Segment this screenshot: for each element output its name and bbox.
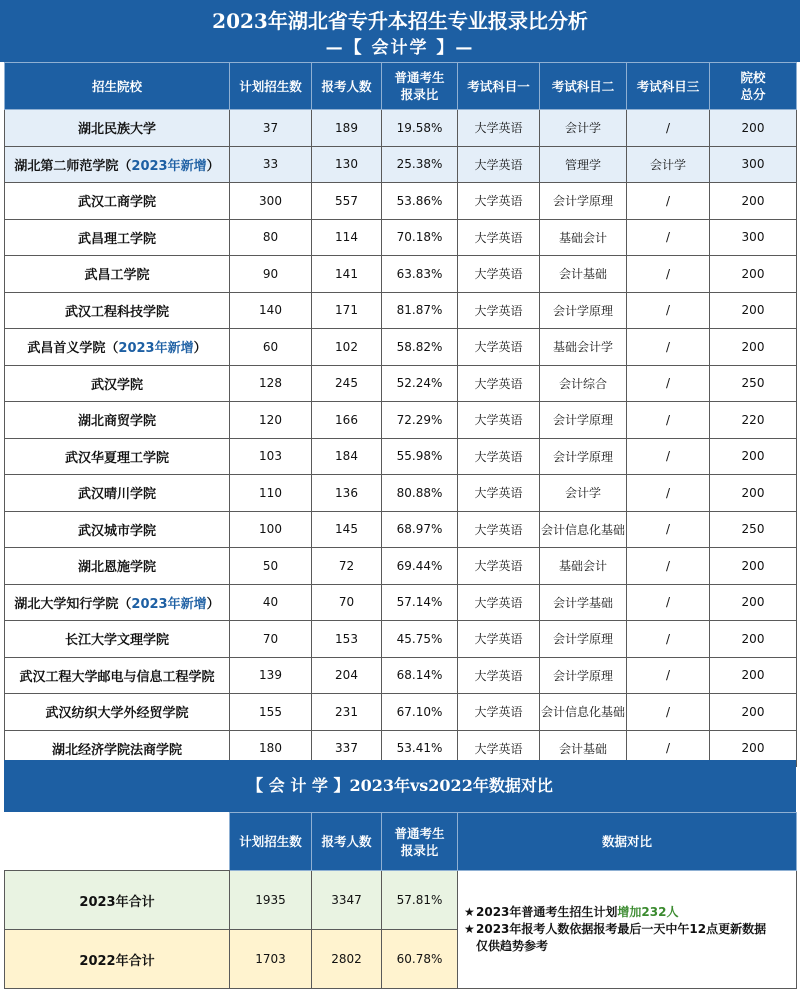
subject1-cell: 大学英语 [458,584,540,621]
col-header-school: 招生院校 [5,63,230,110]
applicants-cell: 145 [312,511,382,548]
score-cell: 200 [710,657,797,694]
plan-cell: 140 [230,292,312,329]
applicants-cell: 171 [312,292,382,329]
cmp-applicants-2023: 3347 [312,871,382,930]
subject3-cell: / [627,110,710,147]
subject2-cell: 会计综合 [540,365,627,402]
subject3-cell: / [627,292,710,329]
school-name: 湖北大学知行学院（ [14,596,132,612]
new-badge: 2023年新增 [131,158,207,174]
school-name: 武汉工商学院 [77,195,156,211]
cmp-applicants-2022: 2802 [312,930,382,989]
ratio-cell: 68.14% [382,657,458,694]
score-cell: 200 [710,694,797,731]
ratio-cell: 25.38% [382,146,458,183]
school-name: 湖北商贸学院 [77,414,156,430]
subject3-cell: / [627,219,710,256]
subject1-cell: 大学英语 [458,183,540,220]
subject1-cell: 大学英语 [458,256,540,293]
subject1-cell: 大学英语 [458,402,540,439]
plan-cell: 90 [230,256,312,293]
plan-cell: 120 [230,402,312,439]
cmp-label-2023: 2023年合计 [5,871,230,930]
applicants-cell: 72 [312,548,382,585]
subject1-cell: 大学英语 [458,657,540,694]
score-cell: 200 [710,256,797,293]
ratio-cell: 69.44% [382,548,458,585]
subject1-cell: 大学英语 [458,329,540,366]
plan-cell: 139 [230,657,312,694]
score-cell: 300 [710,219,797,256]
school-name: 武汉华夏理工学院 [64,450,169,466]
cmp-ratio-2022: 60.78% [382,930,458,989]
table-row [5,657,797,694]
page-subtitle: —【 会计学 】— [325,38,475,58]
cmp-label-2022: 2022年合计 [5,930,230,989]
note-1 [464,904,790,921]
plan-cell: 40 [230,584,312,621]
col-header-plan: 计划招生数 [230,63,312,110]
comparison-heading: 【 会 计 学 】2023年vs2022年数据对比 [4,760,796,812]
cmp-ratio-line1: 普通考生 [394,825,445,841]
subject2-cell: 会计学原理 [540,438,627,475]
subject3-cell: / [627,694,710,731]
star-icon: ★ [464,922,475,936]
table-row [5,292,797,329]
ratio-cell: 72.29% [382,402,458,439]
plan-cell: 155 [230,694,312,731]
school-name: 武昌首义学院（ [27,341,119,357]
plan-cell: 128 [230,365,312,402]
applicants-cell: 337 [312,730,382,767]
plan-cell: 33 [230,146,312,183]
ratio-cell: 63.83% [382,256,458,293]
applicants-cell: 136 [312,475,382,512]
cmp-plan-2022: 1703 [230,930,312,989]
ratio-cell: 81.87% [382,292,458,329]
col-header-subject1: 考试科目一 [458,63,540,110]
subject3-cell: / [627,402,710,439]
subject2-cell: 会计学原理 [540,657,627,694]
subject1-cell: 大学英语 [458,621,540,658]
school-name: 武昌理工学院 [77,231,156,247]
subject1-cell: 大学英语 [458,730,540,767]
note-2-cont [464,938,790,955]
ratio-header-line2: 报录比 [400,87,439,102]
score-cell: 200 [710,110,797,147]
subject3-cell: / [627,365,710,402]
score-cell: 220 [710,402,797,439]
col-header-score [710,63,797,110]
subject3-cell: / [627,657,710,694]
plan-cell: 110 [230,475,312,512]
col-header-ratio [382,63,458,110]
subject2-cell: 会计学原理 [540,402,627,439]
new-badge: 2023年新增 [131,596,207,612]
subject2-cell: 会计信息化基础 [540,694,627,731]
subject2-cell: 会计基础 [540,730,627,767]
table-row [5,694,797,731]
applicants-cell: 184 [312,438,382,475]
ratio-cell: 68.97% [382,511,458,548]
ratio-cell: 52.24% [382,365,458,402]
subject2-cell: 会计学原理 [540,292,627,329]
plan-cell: 37 [230,110,312,147]
subject3-cell: / [627,584,710,621]
subject3-cell: / [627,511,710,548]
subject2-cell: 会计信息化基础 [540,511,627,548]
school-cell [5,402,230,439]
cmp-ratio-line2: 报录比 [400,842,439,858]
score-cell: 200 [710,438,797,475]
subject2-cell: 会计学原理 [540,621,627,658]
school-cell [5,657,230,694]
col-header-applicants: 报考人数 [312,63,382,110]
school-cell [5,584,230,621]
subject2-cell: 会计学原理 [540,183,627,220]
ratio-cell: 19.58% [382,110,458,147]
table-row [5,584,797,621]
subject3-cell: / [627,548,710,585]
school-name: 湖北民族大学 [77,122,156,138]
note-2-line1: 2023年报考人数依据报考最后一天中午12点更新数据 [476,922,767,936]
score-cell: 200 [710,292,797,329]
school-name: 长江大学文理学院 [64,633,169,649]
school-cell [5,110,230,147]
ratio-cell: 57.14% [382,584,458,621]
subject3-cell: / [627,438,710,475]
applicants-cell: 557 [312,183,382,220]
plan-cell: 50 [230,548,312,585]
score-cell: 200 [710,183,797,220]
subject1-cell: 大学英语 [458,438,540,475]
note-2 [464,921,790,938]
school-cell [5,511,230,548]
score-cell: 300 [710,146,797,183]
table-row [5,621,797,658]
ratio-cell: 53.41% [382,730,458,767]
table-row [5,511,797,548]
subject1-cell: 大学英语 [458,694,540,731]
school-cell [5,183,230,220]
applicants-cell: 130 [312,146,382,183]
cmp-header-applicants: 报考人数 [312,813,382,871]
subject2-cell: 管理学 [540,146,627,183]
applicants-cell: 102 [312,329,382,366]
ratio-cell: 80.88% [382,475,458,512]
plan-cell: 300 [230,183,312,220]
school-cell [5,475,230,512]
school-cell [5,329,230,366]
table-row [5,329,797,366]
subject2-cell: 会计学 [540,110,627,147]
title-banner [0,0,800,62]
subject3-cell: / [627,183,710,220]
table-row [5,110,797,147]
school-name: 武汉纺织大学外经贸学院 [45,706,189,722]
subject3-cell: / [627,256,710,293]
applicants-cell: 245 [312,365,382,402]
subject3-cell: / [627,329,710,366]
school-name: 武汉城市学院 [77,523,156,539]
ratio-cell: 53.86% [382,183,458,220]
applicants-cell: 189 [312,110,382,147]
school-cell [5,256,230,293]
school-cell [5,621,230,658]
ratio-header-line1: 普通考生 [394,70,445,85]
table-row [5,219,797,256]
badge-close-paren: ） [193,341,207,357]
table-row [5,475,797,512]
applicants-cell: 70 [312,584,382,621]
table-row [5,402,797,439]
applicants-cell: 114 [312,219,382,256]
col-header-subject2: 考试科目二 [540,63,627,110]
subject1-cell: 大学英语 [458,365,540,402]
applicants-cell: 204 [312,657,382,694]
cmp-header-ratio [382,813,458,871]
subject1-cell: 大学英语 [458,146,540,183]
subject3-cell: / [627,475,710,512]
plan-cell: 103 [230,438,312,475]
score-cell: 250 [710,511,797,548]
badge-close-paren: ） [206,158,220,174]
score-cell: 200 [710,584,797,621]
badge-close-paren: ） [206,596,220,612]
score-cell: 200 [710,475,797,512]
score-cell: 200 [710,730,797,767]
school-cell [5,146,230,183]
subject3-cell: / [627,730,710,767]
table-row [5,548,797,585]
subject2-cell: 基础会计学 [540,329,627,366]
table-row [5,438,797,475]
cmp-header-plan: 计划招生数 [230,813,312,871]
school-cell [5,219,230,256]
school-name: 湖北第二师范学院（ [14,158,132,174]
table-row [5,365,797,402]
note-1-highlight: 增加232人 [617,905,679,919]
applicants-cell: 141 [312,256,382,293]
comparison-table [4,812,797,989]
subject2-cell: 会计基础 [540,256,627,293]
subject2-cell: 会计学 [540,475,627,512]
comparison-corner [5,813,230,871]
subject1-cell: 大学英语 [458,511,540,548]
school-cell [5,548,230,585]
school-name: 武汉学院 [90,377,143,393]
score-cell: 200 [710,329,797,366]
score-cell: 200 [710,621,797,658]
school-name: 武汉晴川学院 [77,487,156,503]
school-cell [5,365,230,402]
score-header-line2: 总分 [740,87,766,102]
note-1-text: 2023年普通考生招生计划 [476,905,618,919]
applicants-cell: 153 [312,621,382,658]
subject2-cell: 基础会计 [540,219,627,256]
subject1-cell: 大学英语 [458,292,540,329]
school-cell [5,292,230,329]
ratio-cell: 67.10% [382,694,458,731]
admission-ratio-table [4,62,797,767]
cmp-header-contrast: 数据对比 [458,813,797,871]
school-cell [5,694,230,731]
school-name: 武昌工学院 [84,268,150,284]
ratio-cell: 70.18% [382,219,458,256]
plan-cell: 60 [230,329,312,366]
school-name: 武汉工程科技学院 [64,304,169,320]
new-badge: 2023年新增 [118,341,194,357]
table-row [5,183,797,220]
subject1-cell: 大学英语 [458,548,540,585]
comparison-notes [458,871,797,989]
score-cell: 250 [710,365,797,402]
applicants-cell: 166 [312,402,382,439]
subject3-cell: / [627,621,710,658]
table-header-row [5,63,797,110]
score-cell: 200 [710,548,797,585]
applicants-cell: 231 [312,694,382,731]
cmp-ratio-2023: 57.81% [382,871,458,930]
school-name: 湖北经济学院法商学院 [51,742,182,758]
school-name: 湖北恩施学院 [77,560,156,576]
score-header-line1: 院校 [740,70,766,85]
plan-cell: 180 [230,730,312,767]
subject2-cell: 会计学基础 [540,584,627,621]
plan-cell: 80 [230,219,312,256]
ratio-cell: 45.75% [382,621,458,658]
plan-cell: 100 [230,511,312,548]
subject3-cell: 会计学 [627,146,710,183]
school-name: 武汉工程大学邮电与信息工程学院 [19,669,215,685]
cmp-plan-2023: 1935 [230,871,312,930]
comparison-row-2023 [5,871,797,930]
school-cell [5,438,230,475]
subject1-cell: 大学英语 [458,219,540,256]
table-row [5,256,797,293]
comparison-header-row [5,813,797,871]
table-row [5,146,797,183]
note-2-line2: 仅供趋势参考 [476,939,549,953]
plan-cell: 70 [230,621,312,658]
col-header-subject3: 考试科目三 [627,63,710,110]
ratio-cell: 55.98% [382,438,458,475]
subject1-cell: 大学英语 [458,110,540,147]
star-icon: ★ [464,905,475,919]
subject2-cell: 基础会计 [540,548,627,585]
subject1-cell: 大学英语 [458,475,540,512]
ratio-cell: 58.82% [382,329,458,366]
page-title: 2023年湖北省专升本招生专业报录比分析 [212,9,588,33]
